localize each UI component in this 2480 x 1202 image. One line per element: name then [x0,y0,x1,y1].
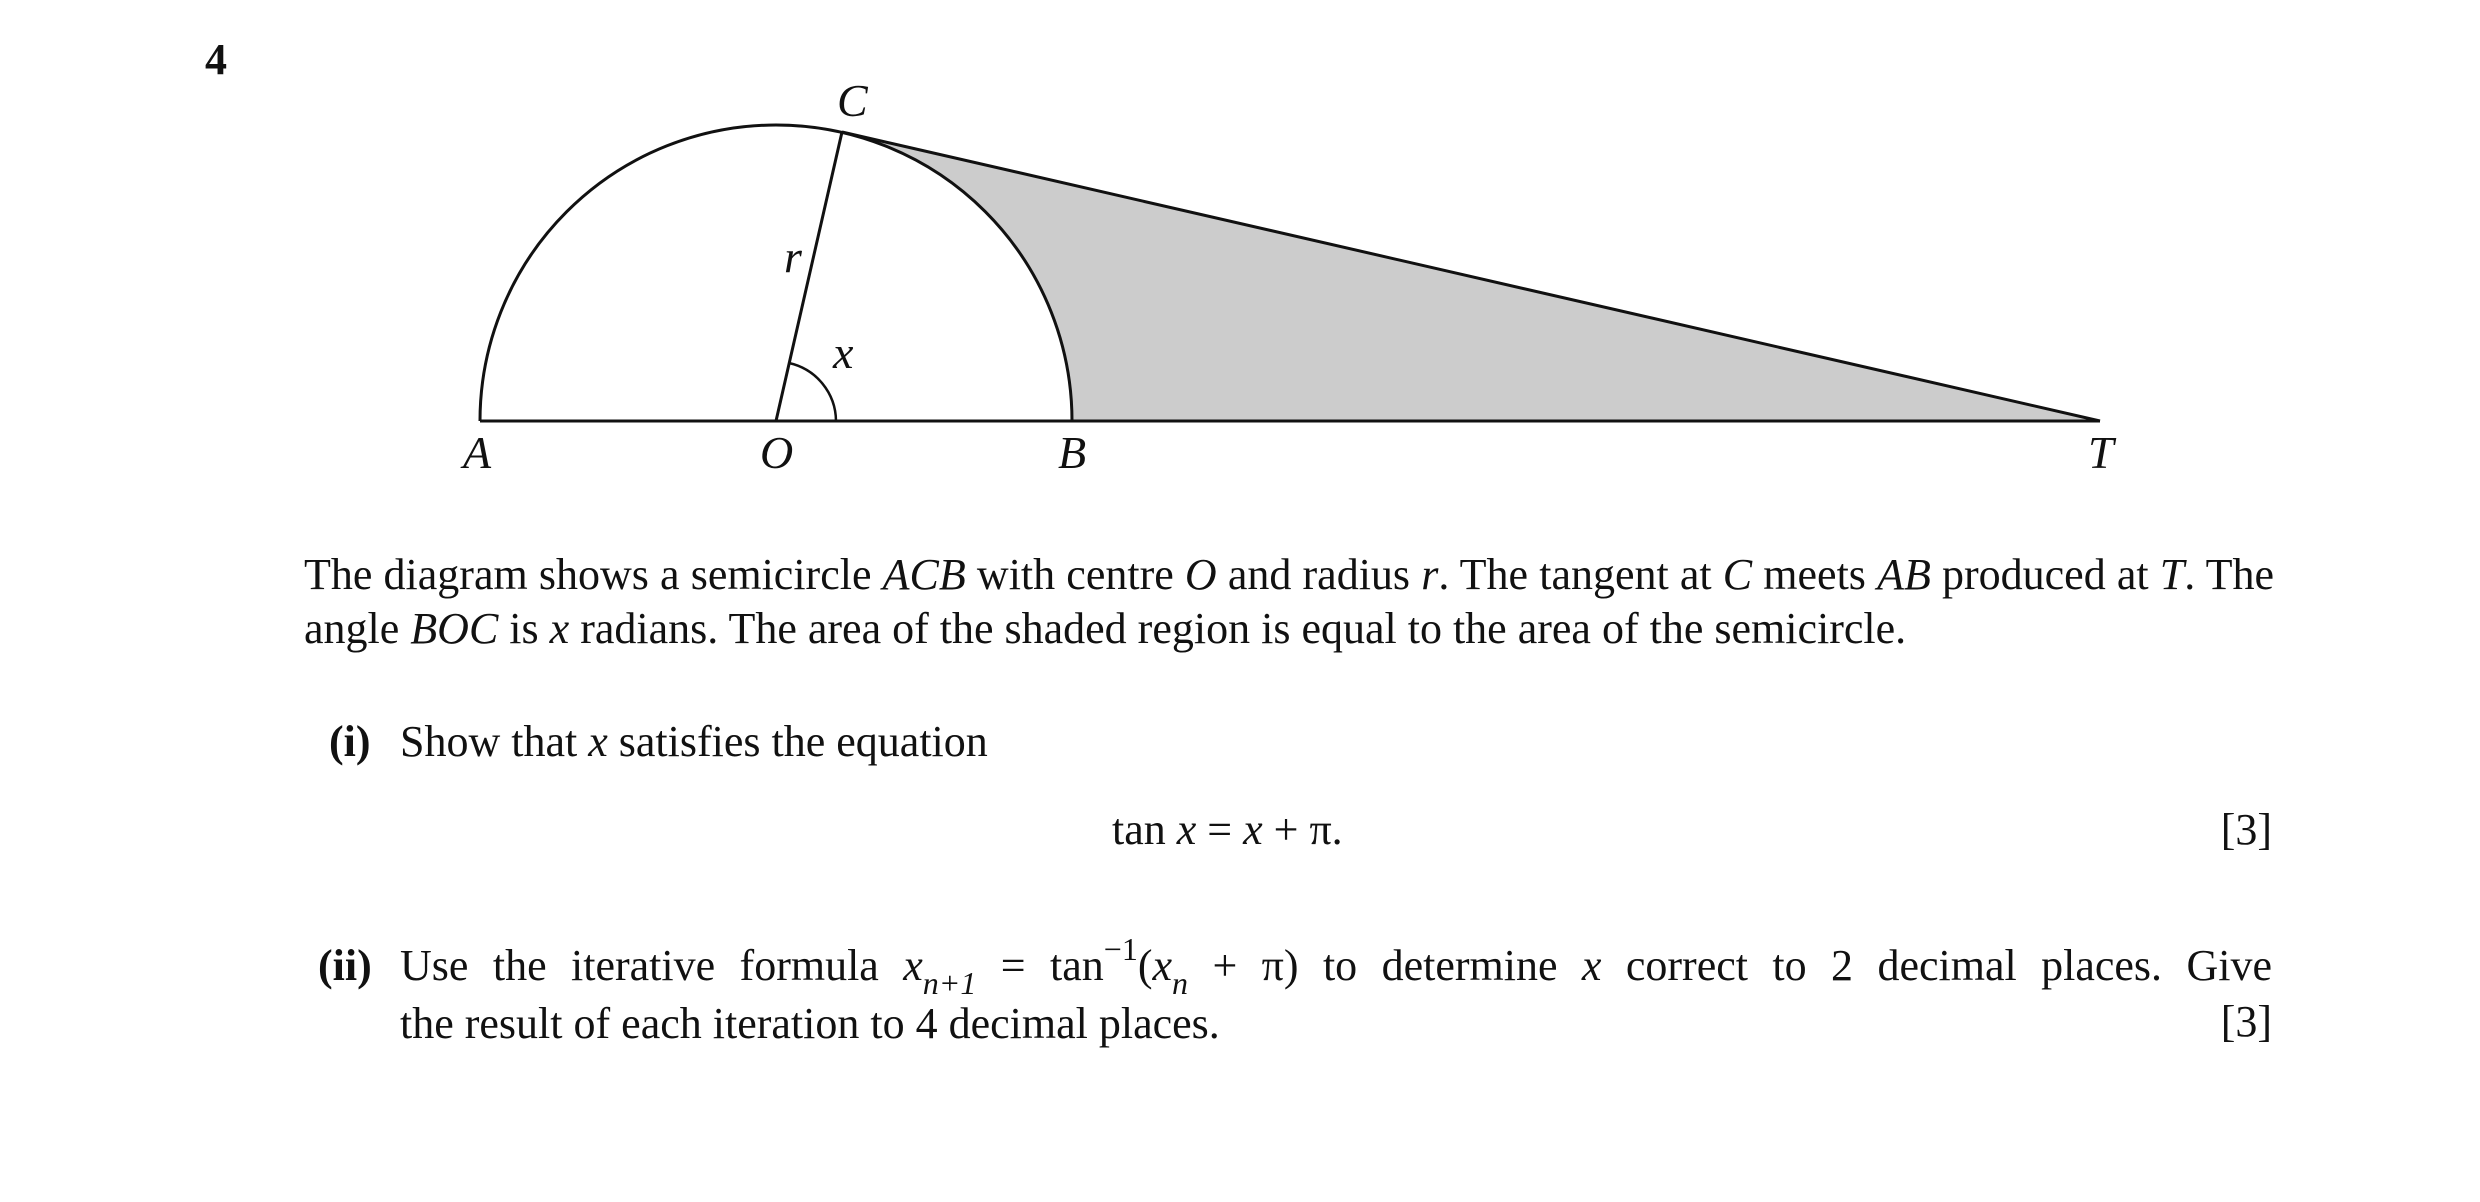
part-ii-marks: [3] [2220,997,2272,1046]
part-i-marks: [3] [2220,805,2272,854]
part-ii-text-line1: Use the iterative formula $x_{n+1} = \tan^{-1}(x_n + \pi)$ to determine x correct to 2 decimal places. Give [400,931,2272,1001]
question-intro: The diagram shows a semicircle ACB with centre O and radius r. The tangent at C meets AB produced at T. The angle BOC is x radians. The area of the shaded region is equal to the area of the semicircle. [304,550,2274,653]
label-x: x [833,327,854,378]
semicircle-tangent-diagram [0,0,2480,500]
label-C: C [837,75,868,126]
part-i-label: (i) [329,717,371,766]
part-i-text: Show that x satisfies the equation [400,717,988,766]
question-number: 4 [205,35,227,84]
label-r: r [784,231,802,282]
part-ii-text-line2: the result of each iteration to 4 decimal places. [400,999,1220,1048]
label-B: B [1058,427,1087,478]
label-O: O [760,427,794,478]
part-ii-label: (ii) [318,941,372,990]
label-T: T [2088,427,2114,478]
angle-arc-x [789,363,836,421]
label-A: A [463,427,492,478]
part-i-equation: tan x = x + π. [1112,805,1343,854]
